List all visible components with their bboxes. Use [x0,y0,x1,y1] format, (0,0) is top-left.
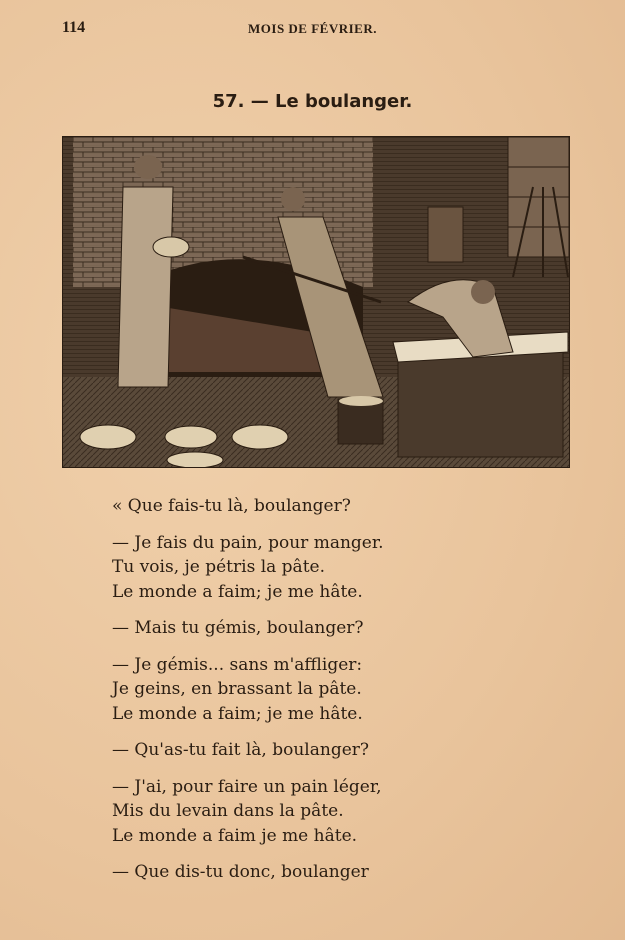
stanza [112,738,384,763]
poem-line: Je geins, en brassant la pâte. [112,679,362,699]
poem-line: — Que dis-tu donc, boulanger [112,862,369,882]
poem-line: Le monde a faim; je me hâte. [112,581,363,602]
running-head: MOIS DE FÉVRIER. [248,21,377,36]
poem-line: — Je fais du pain, pour manger. [112,532,384,553]
poem [112,494,384,897]
stanza [112,775,384,849]
poem-line: — Mais tu gémis, boulanger? [112,618,364,638]
stanza [112,653,384,727]
poem-line: Le monde a faim; je me hâte. [112,703,363,724]
bakery-engraving [62,136,570,468]
poem-line: — Qu'as-tu fait là, boulanger? [112,740,370,760]
page-number: 114 [62,19,86,36]
poem-line: — Je gémis... sans m'affliger: [112,654,363,675]
poem-line: Mis du levain dans la pâte. [112,801,344,821]
stanza [112,860,384,885]
stanza [112,616,384,641]
stanza [112,531,384,605]
poem-line: — J'ai, pour faire un pain léger, [112,776,382,797]
poem-title: 57. — Le boulanger. [212,91,413,112]
poem-line: Le monde a faim je me hâte. [112,825,358,846]
stanza [112,494,384,519]
poem-line: Tu vois, je pétris la pâte. [112,557,325,577]
poem-line: « Que fais-tu là, boulanger? [112,496,351,516]
